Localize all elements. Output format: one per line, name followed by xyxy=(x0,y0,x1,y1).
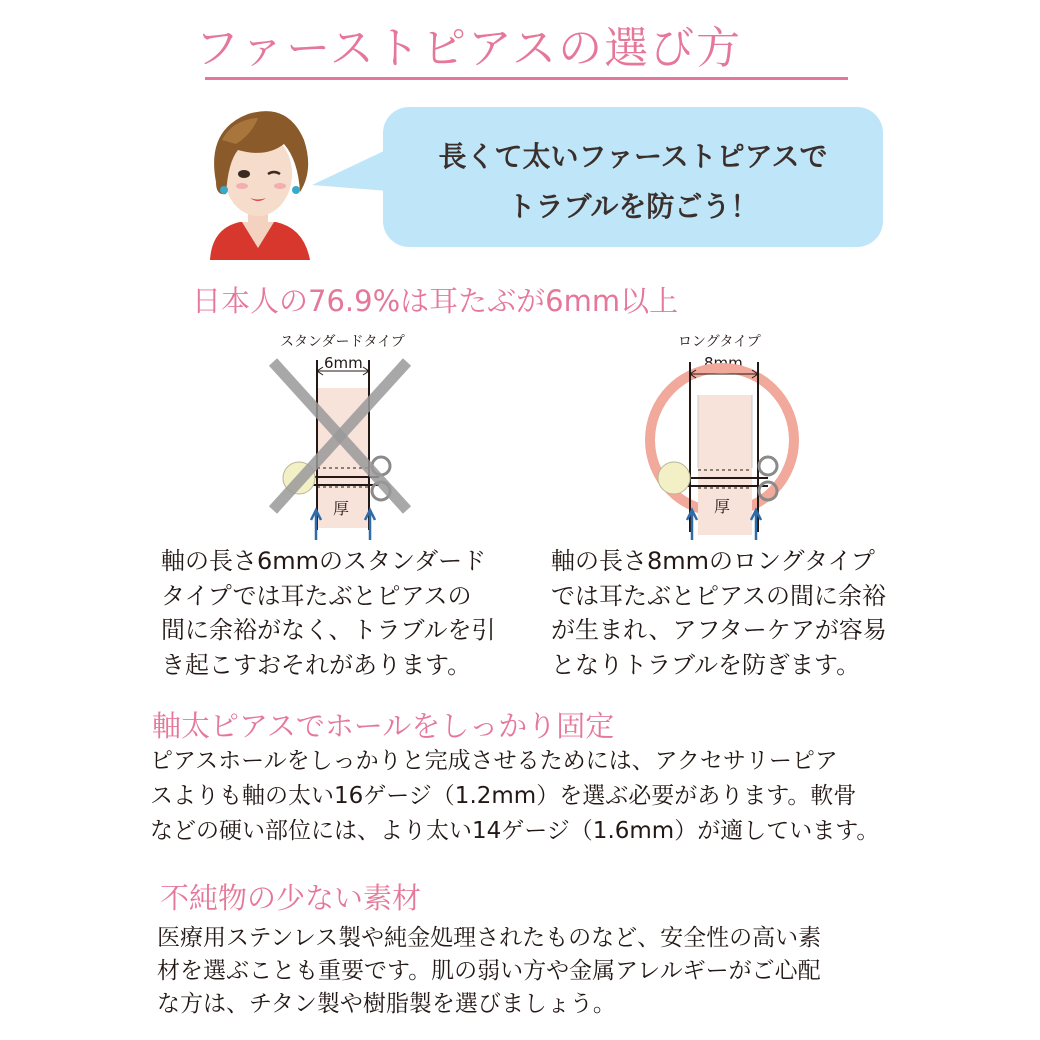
long-type-label: ロングタイプ xyxy=(678,334,761,350)
standard-length-label: 6mm xyxy=(324,354,363,372)
section-heading-thick-shaft: 軸太ピアスでホールをしっかり固定 xyxy=(152,709,615,743)
long-description xyxy=(551,544,887,682)
speech-bubble xyxy=(383,107,883,247)
standard-thickness-label: 厚 xyxy=(333,499,350,518)
long-thickness-label: 厚 xyxy=(714,497,731,516)
standard-text-line: 軸の長さ6mmのスタンダード xyxy=(161,547,487,575)
standard-text-line: き起こすおそれがあります。 xyxy=(161,650,472,679)
page-title: ファーストピアスの選び方 xyxy=(195,23,743,74)
section-text-line: などの硬い部位には、より太い14ゲージ（1.6mm）が適しています。 xyxy=(150,818,880,844)
long-text-line: となりトラブルを防ぎます。 xyxy=(551,650,861,679)
standard-description xyxy=(161,544,496,682)
long-text-line: では耳たぶとピアスの間に余裕 xyxy=(551,581,887,610)
section-text-line: な方は、チタン製や樹脂製を選びましょう。 xyxy=(157,991,616,1017)
standard-text-line: 間に余裕がなく、トラブルを引 xyxy=(161,616,496,644)
long-text-line: 軸の長さ8mmのロングタイプ xyxy=(551,547,875,575)
section-heading-material: 不純物の少ない素材 xyxy=(160,881,422,915)
section-body-thick-shaft xyxy=(150,744,879,849)
section-text-line: ピアスホールをしっかりと完成させるためには、アクセサリーピア xyxy=(150,748,838,774)
standard-text-line: タイプでは耳たぶとピアスの xyxy=(161,581,472,610)
long-length-label: 8mm xyxy=(704,354,743,372)
earlobe-statistic: 日本人の76.9%は耳たぶが6mm以上 xyxy=(192,284,679,318)
section-body-material xyxy=(157,922,821,1021)
woman-avatar-illustration xyxy=(192,100,324,260)
bubble-line-2: トラブルを防ごう！ xyxy=(507,190,759,223)
long-text-line: が生まれ、アフターケアが容易 xyxy=(551,616,887,644)
section-text-line: 材を選ぶことも重要です。肌の弱い方や金属アレルギーがご心配 xyxy=(157,958,821,984)
bubble-line-1: 長くて太いファーストピアスで xyxy=(438,140,828,173)
section-text-line: スよりも軸の太い16ゲージ（1.2mm）を選ぶ必要があります。軟骨 xyxy=(150,783,857,809)
section-text-line: 医療用ステンレス製や純金処理されたものなど、安全性の高い素 xyxy=(157,925,822,951)
title-underline xyxy=(205,77,848,80)
standard-type-label: スタンダードタイプ xyxy=(280,334,405,350)
speech-bubble-tail xyxy=(312,145,392,195)
